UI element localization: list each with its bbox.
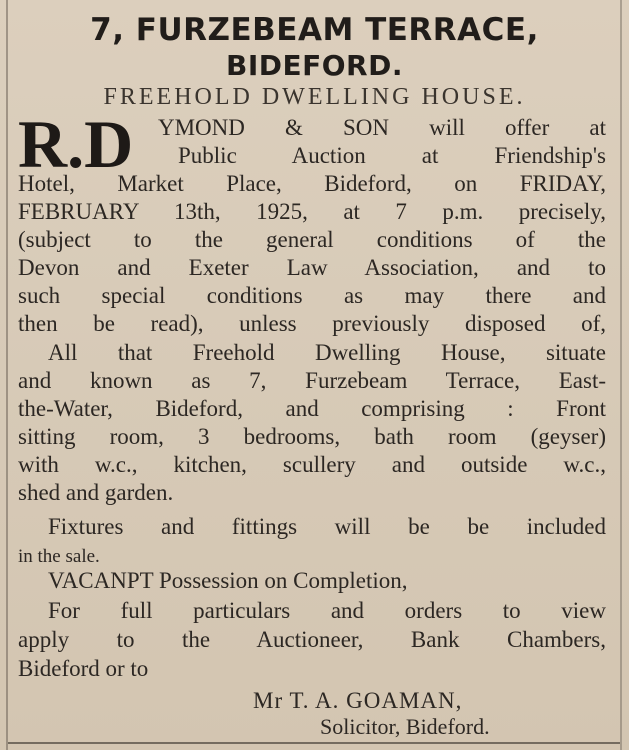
body-line: Public Auction at Friendship's [178, 143, 606, 168]
body-line: shed and garden. [18, 480, 174, 505]
body-line: VACANPT Possession on Completion, [48, 568, 408, 593]
body-line: apply to the Auctioneer, Bank Chambers, [18, 627, 606, 652]
right-column-rule [620, 0, 622, 750]
body-line: Devon and Exeter Law Association, and to [18, 255, 606, 280]
body-line: (subject to the general conditions of the [18, 227, 606, 252]
signature-name: Mr T. A. GOAMAN, [253, 688, 463, 713]
body-line: Fixtures and fittings will be be included [48, 514, 606, 539]
body-line: sitting room, 3 bedrooms, bath room (geyser) [18, 424, 606, 449]
body-line: the-Water, Bideford, and comprising : Front [18, 396, 606, 421]
signature-title: Solicitor, Bideford. [320, 714, 490, 739]
drop-cap: R.D [18, 106, 134, 182]
headline-town: BIDEFORD. [226, 49, 403, 82]
body-line: in the sale. [18, 546, 100, 567]
body-line: then be read), unless previously disposed of, [18, 311, 606, 336]
body-line: such special conditions as may there and [18, 283, 606, 308]
body-line: Hotel, Market Place, Bideford, on FRIDAY, [18, 171, 606, 196]
body-line: FEBRUARY 13th, 1925, at 7 p.m. precisely, [18, 199, 606, 224]
body-line: Bideford or to [18, 656, 149, 681]
body-line: For full particulars and orders to view [48, 598, 606, 623]
left-column-rule [6, 0, 8, 750]
bottom-rule [8, 742, 620, 744]
body-line: All that Freehold Dwelling House, situate [48, 340, 606, 365]
body-line: YMOND & SON will offer at [158, 115, 606, 140]
body-line: and known as 7, Furzebeam Terrace, East- [18, 368, 606, 393]
body-line: with w.c., kitchen, scullery and outside w.c., [18, 452, 606, 477]
headline-address: 7, FURZEBEAM TERRACE, [90, 12, 539, 48]
property-type-heading: FREEHOLD DWELLING HOUSE. [103, 84, 526, 110]
